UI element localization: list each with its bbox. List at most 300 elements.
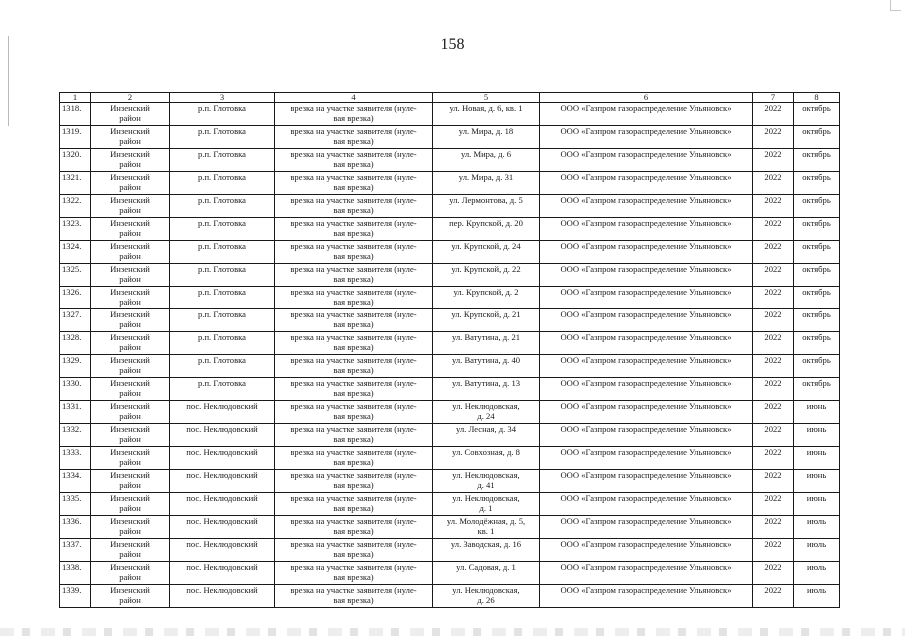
address-line: ул. Неклюдовская, — [452, 584, 520, 595]
organization-cell — [540, 309, 753, 332]
settlement: р.п. Глотовка — [198, 355, 246, 366]
work-line: вая врезка) — [333, 548, 374, 559]
row-number-cell — [60, 194, 91, 217]
row-number: 1326. — [62, 286, 82, 297]
year: 2022 — [764, 355, 782, 366]
district-cell — [91, 355, 170, 378]
work-line: вая врезка) — [333, 388, 374, 399]
address-line: ул. Мира, д. 18 — [458, 125, 514, 136]
month: июль — [806, 561, 826, 572]
district-line: Инзенский — [110, 217, 150, 228]
organization: ООО «Газпром газораспределение Ульяновск» — [560, 103, 732, 113]
year-cell — [753, 263, 794, 286]
district-line: Инзенский — [110, 401, 150, 412]
organization-cell — [540, 217, 753, 240]
address-line: ул. Мира, д. 6 — [460, 148, 512, 159]
year: 2022 — [764, 492, 782, 503]
address-line: ул. Ватутина, д. 40 — [451, 355, 521, 366]
row-number: 1337. — [62, 538, 82, 549]
address-cell — [433, 332, 540, 355]
work-line: врезка на участке заявителя (нуле- — [290, 194, 417, 205]
row-number-cell — [60, 217, 91, 240]
row-number: 1319. — [62, 125, 82, 136]
month-cell — [794, 286, 840, 309]
work-cell — [275, 240, 433, 263]
address-line: пер. Крупской, д. 20 — [449, 217, 523, 228]
month: июль — [806, 515, 826, 526]
month: октябрь — [802, 194, 831, 205]
organization: ООО «Газпром газораспределение Ульяновск» — [560, 447, 732, 458]
address-cell — [433, 286, 540, 309]
settlement-cell — [170, 240, 275, 263]
address-cell — [433, 125, 540, 148]
month: октябрь — [802, 355, 831, 366]
row-number-cell — [60, 561, 91, 584]
work-line: вая врезка) — [333, 319, 374, 330]
district-cell — [91, 286, 170, 309]
year-cell — [753, 103, 794, 126]
year-cell — [753, 447, 794, 470]
row-number-cell — [60, 378, 91, 401]
row-number-cell — [60, 447, 91, 470]
district-cell — [91, 378, 170, 401]
address-line: ул. Крупской, д. 22 — [451, 263, 521, 274]
organization: ООО «Газпром газораспределение Ульяновск» — [560, 401, 732, 412]
settlement-cell — [170, 125, 275, 148]
district-line: Инзенский — [110, 171, 150, 182]
organization: ООО «Газпром газораспределение Ульяновск» — [560, 240, 732, 251]
year-cell — [753, 470, 794, 493]
column-header: 8 — [794, 93, 840, 103]
month-cell — [794, 125, 840, 148]
work-line: врезка на участке заявителя (нуле- — [290, 263, 417, 274]
district-cell — [91, 332, 170, 355]
district-line: Инзенский — [110, 515, 150, 526]
address-line: д. 24 — [477, 411, 495, 422]
work-cell — [275, 286, 433, 309]
district-line: Инзенский — [110, 355, 150, 366]
address-line: ул. Молодёжная, д. 5, — [446, 515, 526, 526]
table-row — [60, 125, 840, 148]
table-row — [60, 240, 840, 263]
district-cell — [91, 103, 170, 126]
year: 2022 — [764, 171, 782, 182]
settlement-cell — [170, 401, 275, 424]
organization-cell — [540, 515, 753, 538]
work-line: врезка на участке заявителя (нуле- — [290, 148, 417, 159]
work-line: врезка на участке заявителя (нуле- — [290, 538, 417, 549]
district-line: Инзенский — [110, 470, 150, 480]
year-cell — [753, 171, 794, 194]
settlement-cell — [170, 263, 275, 286]
district-line: Инзенский — [110, 240, 150, 251]
row-number-cell — [60, 515, 91, 538]
work-line: вая врезка) — [333, 273, 374, 284]
address-line: кв. 1 — [477, 525, 495, 536]
settlement: р.п. Глотовка — [198, 148, 246, 159]
column-header: 4 — [275, 93, 433, 103]
address-line: ул. Мира, д. 31 — [458, 171, 514, 182]
work-line: вая врезка) — [333, 296, 374, 307]
work-cell — [275, 148, 433, 171]
row-number-cell — [60, 103, 91, 126]
year: 2022 — [764, 584, 782, 595]
address-cell — [433, 561, 540, 584]
year: 2022 — [764, 103, 782, 113]
work-cell — [275, 309, 433, 332]
table-row — [60, 401, 840, 424]
work-cell — [275, 538, 433, 561]
district-line: район — [119, 594, 141, 605]
district-line: Инзенский — [110, 103, 150, 113]
row-number-cell — [60, 401, 91, 424]
organization: ООО «Газпром газораспределение Ульяновск» — [560, 332, 732, 343]
settlement: пос. Неклюдовский — [186, 470, 258, 480]
row-number: 1328. — [62, 332, 82, 343]
row-number: 1329. — [62, 355, 82, 366]
district-line: район — [119, 342, 141, 353]
register-table — [59, 92, 840, 608]
work-line: вая врезка) — [333, 365, 374, 376]
settlement: р.п. Глотовка — [198, 103, 246, 113]
organization-cell — [540, 286, 753, 309]
table-row — [60, 447, 840, 470]
district-line: район — [119, 204, 141, 215]
year: 2022 — [764, 447, 782, 458]
page-number: 158 — [440, 36, 465, 53]
work-line: врезка на участке заявителя (нуле- — [290, 240, 417, 251]
district-cell — [91, 515, 170, 538]
address-cell — [433, 584, 540, 607]
work-cell — [275, 217, 433, 240]
work-line: вая врезка) — [333, 457, 374, 468]
settlement: р.п. Глотовка — [198, 125, 246, 136]
row-number: 1322. — [62, 194, 82, 205]
month-cell — [794, 263, 840, 286]
table-row — [60, 561, 840, 584]
district-cell — [91, 217, 170, 240]
table-row — [60, 103, 840, 126]
column-header: 1 — [60, 93, 91, 103]
month-cell — [794, 103, 840, 126]
year-cell — [753, 286, 794, 309]
work-line: врезка на участке заявителя (нуле- — [290, 492, 417, 503]
row-number-cell — [60, 424, 91, 447]
work-line: врезка на участке заявителя (нуле- — [290, 401, 417, 412]
work-line: врезка на участке заявителя (нуле- — [290, 470, 417, 480]
address-line: ул. Садовая, д. 1 — [456, 561, 516, 572]
row-number-cell — [60, 125, 91, 148]
scan-artifact-strip — [0, 628, 905, 636]
year-cell — [753, 332, 794, 355]
year-cell — [753, 240, 794, 263]
column-header: 2 — [91, 93, 170, 103]
work-cell — [275, 103, 433, 126]
row-number: 1336. — [62, 515, 82, 526]
row-number-cell — [60, 171, 91, 194]
organization: ООО «Газпром газораспределение Ульяновск» — [560, 584, 732, 595]
settlement: пос. Неклюдовский — [186, 515, 258, 526]
table-row — [60, 355, 840, 378]
settlement: пос. Неклюдовский — [186, 447, 258, 458]
district-cell — [91, 148, 170, 171]
organization-cell — [540, 355, 753, 378]
year: 2022 — [764, 378, 782, 389]
organization-cell — [540, 263, 753, 286]
work-line: врезка на участке заявителя (нуле- — [290, 447, 417, 458]
work-cell — [275, 470, 433, 493]
work-line: вая врезка) — [333, 113, 374, 123]
district-line: район — [119, 113, 141, 123]
district-cell — [91, 470, 170, 493]
settlement: пос. Неклюдовский — [186, 424, 258, 435]
month-cell — [794, 424, 840, 447]
district-line: Инзенский — [110, 538, 150, 549]
table-row — [60, 515, 840, 538]
row-number: 1324. — [62, 240, 82, 251]
district-cell — [91, 401, 170, 424]
year-cell — [753, 125, 794, 148]
address-cell — [433, 447, 540, 470]
organization-cell — [540, 447, 753, 470]
district-cell — [91, 125, 170, 148]
month: октябрь — [802, 263, 831, 274]
settlement-cell — [170, 492, 275, 515]
address-line: ул. Ватутина, д. 21 — [451, 332, 521, 343]
month-cell — [794, 309, 840, 332]
district-cell — [91, 447, 170, 470]
table-row — [60, 263, 840, 286]
year-cell — [753, 561, 794, 584]
address-cell — [433, 263, 540, 286]
month-cell — [794, 584, 840, 607]
work-line: врезка на участке заявителя (нуле- — [290, 355, 417, 366]
month: октябрь — [802, 240, 831, 251]
district-line: Инзенский — [110, 378, 150, 389]
address-cell — [433, 217, 540, 240]
month-cell — [794, 217, 840, 240]
organization-cell — [540, 561, 753, 584]
year: 2022 — [764, 538, 782, 549]
row-number: 1334. — [62, 470, 82, 480]
district-line: Инзенский — [110, 286, 150, 297]
address-line: д. 41 — [477, 480, 495, 490]
work-cell — [275, 378, 433, 401]
year: 2022 — [764, 470, 782, 480]
year-cell — [753, 309, 794, 332]
settlement-cell — [170, 309, 275, 332]
month: июнь — [806, 401, 827, 412]
address-cell — [433, 171, 540, 194]
district-line: район — [119, 525, 141, 536]
work-line: вая врезка) — [333, 342, 374, 353]
month-cell — [794, 561, 840, 584]
settlement: р.п. Глотовка — [198, 217, 246, 228]
address-line: ул. Новая, д. 6, кв. 1 — [449, 103, 523, 113]
table-body — [60, 103, 840, 608]
table-row — [60, 286, 840, 309]
settlement: р.п. Глотовка — [198, 378, 246, 389]
month: июнь — [806, 447, 827, 458]
row-number: 1330. — [62, 378, 82, 389]
month: октябрь — [802, 286, 831, 297]
organization: ООО «Газпром газораспределение Ульяновск» — [560, 148, 732, 159]
work-line: вая врезка) — [333, 227, 374, 238]
month-cell — [794, 171, 840, 194]
organization: ООО «Газпром газораспределение Ульяновск» — [560, 561, 732, 572]
work-cell — [275, 492, 433, 515]
organization-cell — [540, 103, 753, 126]
address-cell — [433, 378, 540, 401]
organization-cell — [540, 538, 753, 561]
address-cell — [433, 240, 540, 263]
district-cell — [91, 309, 170, 332]
column-header: 5 — [433, 93, 540, 103]
district-line: Инзенский — [110, 263, 150, 274]
row-number-cell — [60, 470, 91, 493]
address-cell — [433, 515, 540, 538]
work-line: вая врезка) — [333, 204, 374, 215]
organization: ООО «Газпром газораспределение Ульяновск» — [560, 309, 732, 320]
work-line: врезка на участке заявителя (нуле- — [290, 332, 417, 343]
work-line: врезка на участке заявителя (нуле- — [290, 424, 417, 435]
header-row — [60, 93, 840, 103]
district-line: Инзенский — [110, 447, 150, 458]
district-line: Инзенский — [110, 492, 150, 503]
year-cell — [753, 355, 794, 378]
district-line: район — [119, 480, 141, 490]
address-line: ул. Совхозная, д. 8 — [452, 447, 520, 458]
work-line: вая врезка) — [333, 571, 374, 582]
settlement-cell — [170, 355, 275, 378]
month: октябрь — [802, 148, 831, 159]
address-cell — [433, 309, 540, 332]
organization: ООО «Газпром газораспределение Ульяновск» — [560, 470, 732, 480]
district-cell — [91, 263, 170, 286]
work-line: вая врезка) — [333, 525, 374, 536]
month: октябрь — [802, 171, 831, 182]
row-number-cell — [60, 263, 91, 286]
organization-cell — [540, 148, 753, 171]
organization: ООО «Газпром газораспределение Ульяновск» — [560, 492, 732, 503]
row-number-cell — [60, 355, 91, 378]
year-cell — [753, 515, 794, 538]
month-cell — [794, 447, 840, 470]
work-line: врезка на участке заявителя (нуле- — [290, 286, 417, 297]
year: 2022 — [764, 148, 782, 159]
table-row — [60, 332, 840, 355]
address-cell — [433, 401, 540, 424]
row-number-cell — [60, 309, 91, 332]
address-cell — [433, 424, 540, 447]
district-line: Инзенский — [110, 148, 150, 159]
work-line: врезка на участке заявителя (нуле- — [290, 561, 417, 572]
address-cell — [433, 470, 540, 493]
organization: ООО «Газпром газораспределение Ульяновск» — [560, 263, 732, 274]
row-number: 1325. — [62, 263, 82, 274]
organization: ООО «Газпром газораспределение Ульяновск» — [560, 515, 732, 526]
work-line: вая врезка) — [333, 434, 374, 445]
month-cell — [794, 515, 840, 538]
address-line: д. 1 — [479, 502, 493, 513]
year: 2022 — [764, 332, 782, 343]
district-line: район — [119, 571, 141, 582]
settlement: р.п. Глотовка — [198, 263, 246, 274]
settlement-cell — [170, 148, 275, 171]
address-line: ул. Заводская, д. 16 — [450, 538, 522, 549]
work-line: вая врезка) — [333, 594, 374, 605]
district-line: район — [119, 135, 141, 146]
organization-cell — [540, 332, 753, 355]
district-line: район — [119, 273, 141, 284]
district-cell — [91, 584, 170, 607]
work-cell — [275, 401, 433, 424]
year: 2022 — [764, 424, 782, 435]
work-cell — [275, 515, 433, 538]
month-cell — [794, 538, 840, 561]
address-line: ул. Лермонтова, д. 5 — [449, 194, 523, 205]
work-cell — [275, 125, 433, 148]
settlement: р.п. Глотовка — [198, 286, 246, 297]
address-line: ул. Крупской, д. 2 — [453, 286, 519, 297]
year: 2022 — [764, 125, 782, 136]
month-cell — [794, 492, 840, 515]
district-cell — [91, 561, 170, 584]
year-cell — [753, 538, 794, 561]
row-number: 1321. — [62, 171, 82, 182]
address-line: ул. Крупской, д. 21 — [451, 309, 521, 320]
work-line: врезка на участке заявителя (нуле- — [290, 217, 417, 228]
month-cell — [794, 378, 840, 401]
year: 2022 — [764, 263, 782, 274]
organization-cell — [540, 401, 753, 424]
month: октябрь — [802, 103, 831, 113]
settlement-cell — [170, 447, 275, 470]
settlement-cell — [170, 561, 275, 584]
address-cell — [433, 148, 540, 171]
table-row — [60, 538, 840, 561]
row-number-cell — [60, 240, 91, 263]
district-line: Инзенский — [110, 332, 150, 343]
organization: ООО «Газпром газораспределение Ульяновск» — [560, 217, 732, 228]
settlement-cell — [170, 515, 275, 538]
address-line: ул. Крупской, д. 24 — [451, 240, 521, 251]
settlement-cell — [170, 217, 275, 240]
year: 2022 — [764, 240, 782, 251]
work-cell — [275, 332, 433, 355]
address-cell — [433, 103, 540, 126]
work-line: вая врезка) — [333, 135, 374, 146]
work-cell — [275, 561, 433, 584]
year: 2022 — [764, 401, 782, 412]
district-line: Инзенский — [110, 125, 150, 136]
district-cell — [91, 492, 170, 515]
row-number-cell — [60, 584, 91, 607]
month: октябрь — [802, 378, 831, 389]
organization: ООО «Газпром газораспределение Ульяновск» — [560, 355, 732, 366]
scan-corner-mark — [890, 0, 901, 11]
year: 2022 — [764, 286, 782, 297]
year-cell — [753, 148, 794, 171]
settlement-cell — [170, 171, 275, 194]
work-cell — [275, 263, 433, 286]
district-line: район — [119, 250, 141, 261]
district-line: Инзенский — [110, 561, 150, 572]
month-cell — [794, 355, 840, 378]
year: 2022 — [764, 309, 782, 320]
organization-cell — [540, 240, 753, 263]
year-cell — [753, 584, 794, 607]
